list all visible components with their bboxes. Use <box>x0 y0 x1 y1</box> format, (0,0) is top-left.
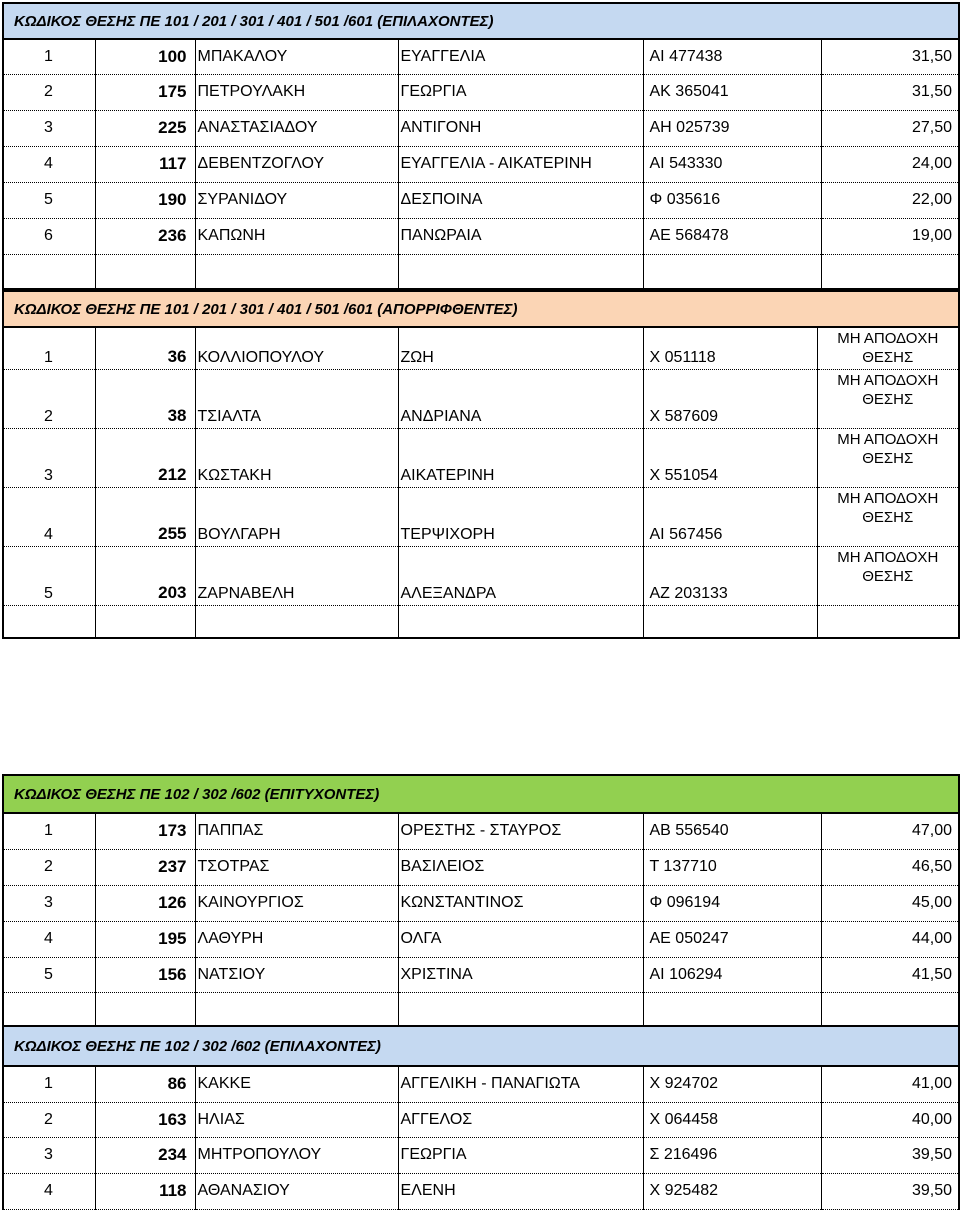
id-number: Χ 064458 <box>643 1102 821 1137</box>
last-name: ΚΩΣΤΑΚΗ <box>195 428 398 487</box>
rejection-note <box>817 546 959 605</box>
section-title: ΚΩΔΙΚΟΣ ΘΕΣΗΣ ΠΕ 101 / 201 / 301 / 401 / 501 /601 (ΕΠΙΛΑΧΟΝΤΕΣ) <box>3 3 959 39</box>
score: 41,50 <box>821 957 959 992</box>
table-row <box>3 1102 959 1137</box>
row-number: 1 <box>3 813 95 849</box>
row-number: 2 <box>3 849 95 885</box>
section-title: ΚΩΔΙΚΟΣ ΘΕΣΗΣ ΠΕ 101 / 201 / 301 / 401 / 501 /601 (ΑΠΟΡΡΙΦΘΕΝΤΕΣ) <box>3 291 959 327</box>
table-row <box>3 921 959 957</box>
score: 40,00 <box>821 1102 959 1137</box>
row-number: 5 <box>3 957 95 992</box>
last-name: ΛΑΘΥΡΗ <box>195 921 398 957</box>
first-name: ΟΡΕΣΤΗΣ - ΣΤΑΥΡΟΣ <box>398 813 643 849</box>
first-name: ΖΩΗ <box>398 327 643 369</box>
section-header <box>3 775 959 813</box>
last-name: ΝΑΤΣΙΟΥ <box>195 957 398 992</box>
first-name: ΑΝΔΡΙΑΝΑ <box>398 369 643 428</box>
candidate-code: 236 <box>95 218 195 254</box>
table-row <box>3 849 959 885</box>
last-name: ΑΘΑΝΑΣΙΟΥ <box>195 1173 398 1209</box>
last-name: ΠΑΠΠΑΣ <box>195 813 398 849</box>
table-row <box>3 182 959 218</box>
row-number: 3 <box>3 428 95 487</box>
table-row <box>3 885 959 921</box>
id-number: Χ 551054 <box>643 428 817 487</box>
table-row <box>3 487 959 546</box>
first-name: ΑΝΤΙΓΟΝΗ <box>398 110 643 146</box>
row-number: 6 <box>3 218 95 254</box>
row-number: 4 <box>3 146 95 182</box>
candidate-code: 212 <box>95 428 195 487</box>
first-name: ΑΙΚΑΤΕΡΙΝΗ <box>398 428 643 487</box>
first-name: ΑΓΓΕΛΙΚΗ - ΠΑΝΑΓΙΩΤΑ <box>398 1066 643 1102</box>
section-title: ΚΩΔΙΚΟΣ ΘΕΣΗΣ ΠΕ 102 / 302 /602 (ΕΠΙΛΑΧΟΝΤΕΣ) <box>3 1026 959 1066</box>
table-row <box>3 1137 959 1173</box>
score: 24,00 <box>821 146 959 182</box>
last-name: ΖΑΡΝΑΒΕΛΗ <box>195 546 398 605</box>
first-name: ΕΛΕΝΗ <box>398 1173 643 1209</box>
blank-row <box>3 254 959 289</box>
blank-row <box>3 992 959 1028</box>
id-number: ΑΙ 106294 <box>643 957 821 992</box>
id-number: ΑΙ 543330 <box>643 146 821 182</box>
row-number: 1 <box>3 327 95 369</box>
last-name: ΑΝΑΣΤΑΣΙΑΔΟΥ <box>195 110 398 146</box>
first-name: ΟΛΓΑ <box>398 921 643 957</box>
note-line-2: ΘΕΣΗΣ <box>862 349 914 366</box>
candidate-code: 195 <box>95 921 195 957</box>
first-name: ΚΩΝΣΤΑΝΤΙΝΟΣ <box>398 885 643 921</box>
row-number: 3 <box>3 1137 95 1173</box>
last-name: ΤΣΟΤΡΑΣ <box>195 849 398 885</box>
candidate-code: 237 <box>95 849 195 885</box>
candidate-code: 163 <box>95 1102 195 1137</box>
first-name: ΓΕΩΡΓΙΑ <box>398 1137 643 1173</box>
score: 31,50 <box>821 74 959 110</box>
first-name: ΒΑΣΙΛΕΙΟΣ <box>398 849 643 885</box>
row-number: 2 <box>3 369 95 428</box>
id-number: ΑΙ 567456 <box>643 487 817 546</box>
candidate-code: 38 <box>95 369 195 428</box>
note-line-2: ΘΕΣΗΣ <box>862 390 914 408</box>
table-row <box>3 1066 959 1102</box>
candidate-code: 118 <box>95 1173 195 1209</box>
last-name: ΣΥΡΑΝΙΔΟΥ <box>195 182 398 218</box>
row-number: 4 <box>3 1173 95 1209</box>
last-name: ΜΗΤΡΟΠΟΥΛΟΥ <box>195 1137 398 1173</box>
score: 45,00 <box>821 885 959 921</box>
first-name: ΓΕΩΡΓΙΑ <box>398 74 643 110</box>
section-title: ΚΩΔΙΚΟΣ ΘΕΣΗΣ ΠΕ 102 / 302 /602 (ΕΠΙΤΥΧΟΝΤΕΣ) <box>3 775 959 813</box>
score: 47,00 <box>821 813 959 849</box>
row-number: 3 <box>3 885 95 921</box>
table-row <box>3 74 959 110</box>
score: 31,50 <box>821 39 959 74</box>
last-name: ΚΑΙΝΟΥΡΓΙΟΣ <box>195 885 398 921</box>
row-number: 2 <box>3 74 95 110</box>
score: 39,50 <box>821 1173 959 1209</box>
last-name: ΤΣΙΑΛΤΑ <box>195 369 398 428</box>
score: 22,00 <box>821 182 959 218</box>
candidate-code: 100 <box>95 39 195 74</box>
id-number: Σ 216496 <box>643 1137 821 1173</box>
score: 46,50 <box>821 849 959 885</box>
row-number: 3 <box>3 110 95 146</box>
row-number: 5 <box>3 182 95 218</box>
first-name: ΧΡΙΣΤΙΝΑ <box>398 957 643 992</box>
rejection-note <box>817 369 959 428</box>
note-line-1: ΜΗ ΑΠΟΔΟΧΗ <box>837 371 939 389</box>
candidate-code: 86 <box>95 1066 195 1102</box>
note-line-1: ΜΗ ΑΠΟΔΟΧΗ <box>837 489 939 507</box>
score: 44,00 <box>821 921 959 957</box>
candidate-code: 126 <box>95 885 195 921</box>
table-row <box>3 327 959 369</box>
id-number: Φ 035616 <box>643 182 821 218</box>
note-line-2: ΘΕΣΗΣ <box>862 508 914 526</box>
table-row <box>3 146 959 182</box>
last-name: ΜΠΑΚΑΛΟΥ <box>195 39 398 74</box>
section-header <box>3 3 959 39</box>
last-name: ΒΟΥΛΓΑΡΗ <box>195 487 398 546</box>
id-number: Χ 924702 <box>643 1066 821 1102</box>
section-header <box>3 291 959 327</box>
last-name: ΔΕΒΕΝΤΖΟΓΛΟΥ <box>195 146 398 182</box>
note-line-2: ΘΕΣΗΣ <box>862 449 914 467</box>
score: 39,50 <box>821 1137 959 1173</box>
table-section-3 <box>2 774 960 1029</box>
id-number: Χ 587609 <box>643 369 817 428</box>
first-name: ΕΥΑΓΓΕΛΙΑ - ΑΙΚΑΤΕΡΙΝΗ <box>398 146 643 182</box>
id-number: Φ 096194 <box>643 885 821 921</box>
candidate-code: 255 <box>95 487 195 546</box>
id-number: Τ 137710 <box>643 849 821 885</box>
last-name: ΚΟΛΛΙΟΠΟΥΛΟΥ <box>195 327 398 369</box>
table-row <box>3 428 959 487</box>
candidate-code: 225 <box>95 110 195 146</box>
id-number: ΑΒ 556540 <box>643 813 821 849</box>
table-row <box>3 39 959 74</box>
first-name: ΑΛΕΞΑΝΔΡΑ <box>398 546 643 605</box>
note-line-1: ΜΗ ΑΠΟΔΟΧΗ <box>837 330 939 347</box>
rejection-note <box>817 327 959 369</box>
first-name: ΑΓΓΕΛΟΣ <box>398 1102 643 1137</box>
table-row <box>3 110 959 146</box>
candidate-code: 175 <box>95 74 195 110</box>
table-section-1 <box>2 2 960 290</box>
id-number: ΑΗ 025739 <box>643 110 821 146</box>
section-header <box>3 1026 959 1066</box>
row-number: 1 <box>3 39 95 74</box>
candidate-code: 36 <box>95 327 195 369</box>
first-name: ΤΕΡΨΙΧΟΡΗ <box>398 487 643 546</box>
note-line-1: ΜΗ ΑΠΟΔΟΧΗ <box>837 548 939 566</box>
blank-row <box>3 605 959 638</box>
candidate-code: 117 <box>95 146 195 182</box>
id-number: ΑΚ 365041 <box>643 74 821 110</box>
first-name: ΠΑΝΩΡΑΙΑ <box>398 218 643 254</box>
score: 27,50 <box>821 110 959 146</box>
id-number: Χ 051118 <box>643 327 817 369</box>
table-row <box>3 546 959 605</box>
id-number: ΑΕ 050247 <box>643 921 821 957</box>
row-number: 2 <box>3 1102 95 1137</box>
id-number: ΑΕ 568478 <box>643 218 821 254</box>
rejection-note <box>817 487 959 546</box>
candidate-code: 190 <box>95 182 195 218</box>
id-number: ΑΙ 477438 <box>643 39 821 74</box>
first-name: ΔΕΣΠΟΙΝΑ <box>398 182 643 218</box>
candidate-code: 234 <box>95 1137 195 1173</box>
row-number: 4 <box>3 921 95 957</box>
score: 19,00 <box>821 218 959 254</box>
table-row <box>3 813 959 849</box>
row-number: 5 <box>3 546 95 605</box>
last-name: ΚΑΚΚΕ <box>195 1066 398 1102</box>
row-number: 1 <box>3 1066 95 1102</box>
table-row <box>3 369 959 428</box>
note-line-2: ΘΕΣΗΣ <box>862 567 914 585</box>
id-number: ΑΖ 203133 <box>643 546 817 605</box>
candidate-code: 156 <box>95 957 195 992</box>
candidate-code: 203 <box>95 546 195 605</box>
rejection-note <box>817 428 959 487</box>
id-number: Χ 925482 <box>643 1173 821 1209</box>
score: 41,00 <box>821 1066 959 1102</box>
table-row <box>3 957 959 992</box>
note-line-1: ΜΗ ΑΠΟΔΟΧΗ <box>837 430 939 448</box>
first-name: ΕΥΑΓΓΕΛΙΑ <box>398 39 643 74</box>
table-section-2 <box>2 290 960 639</box>
last-name: ΗΛΙΑΣ <box>195 1102 398 1137</box>
last-name: ΠΕΤΡΟΥΛΑΚΗ <box>195 74 398 110</box>
row-number: 4 <box>3 487 95 546</box>
last-name: ΚΑΠΩΝΗ <box>195 218 398 254</box>
candidate-code: 173 <box>95 813 195 849</box>
table-row <box>3 218 959 254</box>
table-section-4 <box>2 1025 960 1210</box>
